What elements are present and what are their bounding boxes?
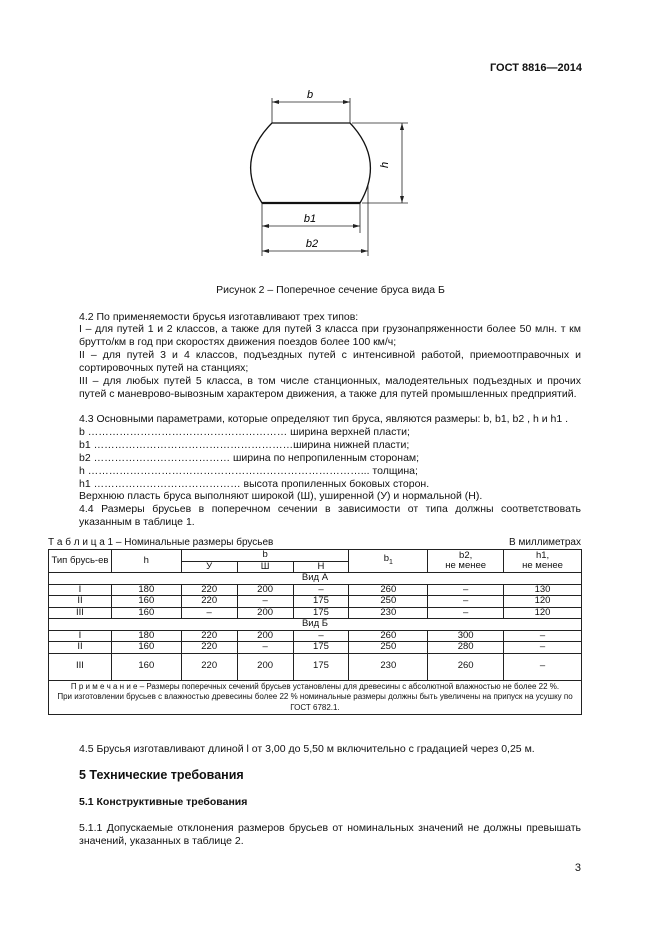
table-note-1: П р и м е ч а н и е – Размеры поперечных сечений брусьев установлены для древесины с абсолютной влажностью не более 22 %. [70, 681, 560, 691]
cell: – [293, 630, 349, 642]
table-unit: В миллиметрах [509, 537, 581, 548]
cell: – [428, 596, 504, 608]
para-type-II: II – для путей 3 и 4 классов, подъездных путей с интенсивной работой, приемоотправочных и сортировочных путей на станциях; [79, 349, 581, 374]
dim-b1-label: b1 [303, 213, 317, 225]
table-caption: Т а б л и ц а 1 – Номинальные размеры брусьев [48, 537, 274, 548]
th-h: h [111, 550, 181, 573]
standard-header: ГОСТ 8816—2014 [489, 62, 582, 74]
table-row [49, 653, 582, 680]
cell: – [181, 607, 237, 619]
th-b: b [181, 550, 349, 562]
dimensions-table [48, 549, 582, 715]
table-header-row [49, 550, 582, 562]
cell: 175 [293, 642, 349, 654]
cell: – [237, 596, 293, 608]
dim-h-label: h [379, 161, 391, 168]
table-note [49, 680, 582, 715]
figure-caption: Рисунок 2 – Поперечное сечение бруса вида Б [216, 284, 445, 296]
cell: 260 [349, 584, 428, 596]
para-type-III: III – для любых путей 5 класса, в том числе станционных, малодеятельных подъездных и прочих путей с маневрово-вывозным характером движения, а также для путей промышленных предприятий. [79, 375, 581, 400]
table-section-row [49, 619, 582, 631]
table-row [49, 607, 582, 619]
cell: 260 [428, 653, 504, 680]
table-note-2: При изготовлении брусьев с влажностью древесины более 22 % номинальные размеры должны быть увеличены на припуск на усушку по ГОСТ 6782.1. [57, 692, 573, 712]
dim-b2-label: b2 [305, 238, 319, 250]
para-layer: Верхнюю пласть бруса выполняют широкой (Ш), уширенной (У) и нормальной (Н). [79, 490, 483, 502]
table-note-row [49, 680, 582, 715]
cell: II [49, 596, 112, 608]
cell: 260 [349, 630, 428, 642]
cell: 250 [349, 596, 428, 608]
cell: 160 [111, 642, 181, 654]
para-4-5: 4.5 Брусья изготавливают длиной l от 3,00 до 5,50 м включительно с градацией через 0,25 м. [79, 743, 535, 755]
dim-b-label: b [306, 89, 314, 101]
section-5-1-title: 5.1 Конструктивные требования [79, 796, 248, 808]
para-4-4: 4.4 Размеры брусьев в поперечном сечении в зависимости от типа должны соответствовать указанным в таблице 1. [79, 503, 581, 528]
cell: – [504, 653, 582, 680]
para-type-I: I – для путей 1 и 2 классов, а также для путей 3 класса при грузонапряженности более 50 млн. т км брутто/км в год при скоростях движения поездов более 100 км/ч; [79, 323, 581, 348]
cell: 180 [111, 630, 181, 642]
cell: – [428, 607, 504, 619]
th-N: Н [293, 561, 349, 573]
cell: – [293, 584, 349, 596]
cell: 200 [237, 630, 293, 642]
cell: 220 [181, 584, 237, 596]
cell: III [49, 653, 112, 680]
cell: 180 [111, 584, 181, 596]
cell: 230 [349, 653, 428, 680]
def-b1: b1 …………………………………………………ширина нижней пласти; [79, 439, 410, 451]
def-h1: h1 …………………………………… высота пропиленных боковых сторон. [79, 478, 430, 490]
cell: 160 [111, 653, 181, 680]
cell: – [504, 642, 582, 654]
para-4-3-intro: 4.3 Основными параметрами, которые определяют тип бруса, являются размеры: b, b1, b2 , h и h1 . [79, 413, 569, 425]
cell: I [49, 630, 112, 642]
cell: 280 [428, 642, 504, 654]
table-section-row [49, 573, 582, 585]
section-A-label: Вид А [49, 573, 582, 585]
th-b2: b2, не менее [428, 550, 504, 573]
para-5-1-1: 5.1.1 Допускаемые отклонения размеров брусьев от номинальных значений не должны превышать значений, указанных в таблице 2. [79, 822, 581, 847]
cell: – [428, 584, 504, 596]
cell: 230 [349, 607, 428, 619]
cell: 120 [504, 596, 582, 608]
cell: 200 [237, 584, 293, 596]
cross-section-figure [230, 88, 430, 263]
section-5-title: 5 Технические требования [79, 768, 244, 782]
cell: 160 [111, 607, 181, 619]
cell: 220 [181, 642, 237, 654]
def-b2: b2 ………………………………… ширина по непропиленным сторонам; [79, 452, 420, 464]
cell: 175 [293, 607, 349, 619]
def-h: h ……………………………………………………………………... толщина; [79, 465, 418, 477]
para-4-2-intro-text: 4.2 По применяемости брусья изготавливают трех типов: [79, 311, 359, 323]
cell: 220 [181, 653, 237, 680]
th-b1: $b_1$ [349, 550, 428, 573]
cell: 120 [504, 607, 582, 619]
table-row [49, 584, 582, 596]
cell: 300 [428, 630, 504, 642]
table-row [49, 630, 582, 642]
cell: II [49, 642, 112, 654]
th-type: Тип брусь-ев [49, 550, 112, 573]
section-B-label: Вид Б [49, 619, 582, 631]
def-b: b ………………………………………………… ширина верхней пласти; [79, 426, 410, 438]
cell: – [504, 630, 582, 642]
th-h1: h1, не менее [504, 550, 582, 573]
cell: 220 [181, 596, 237, 608]
cell: 160 [111, 596, 181, 608]
cell: III [49, 607, 112, 619]
cell: 200 [237, 653, 293, 680]
page-number: 3 [574, 862, 581, 874]
cell: 200 [237, 607, 293, 619]
th-Sh: Ш [237, 561, 293, 573]
th-U: У [181, 561, 237, 573]
table-row [49, 642, 582, 654]
cell: I [49, 584, 112, 596]
cell: 175 [293, 653, 349, 680]
cell: – [237, 642, 293, 654]
cell: 175 [293, 596, 349, 608]
table-row [49, 596, 582, 608]
cell: 220 [181, 630, 237, 642]
cell: 130 [504, 584, 582, 596]
cell: 250 [349, 642, 428, 654]
